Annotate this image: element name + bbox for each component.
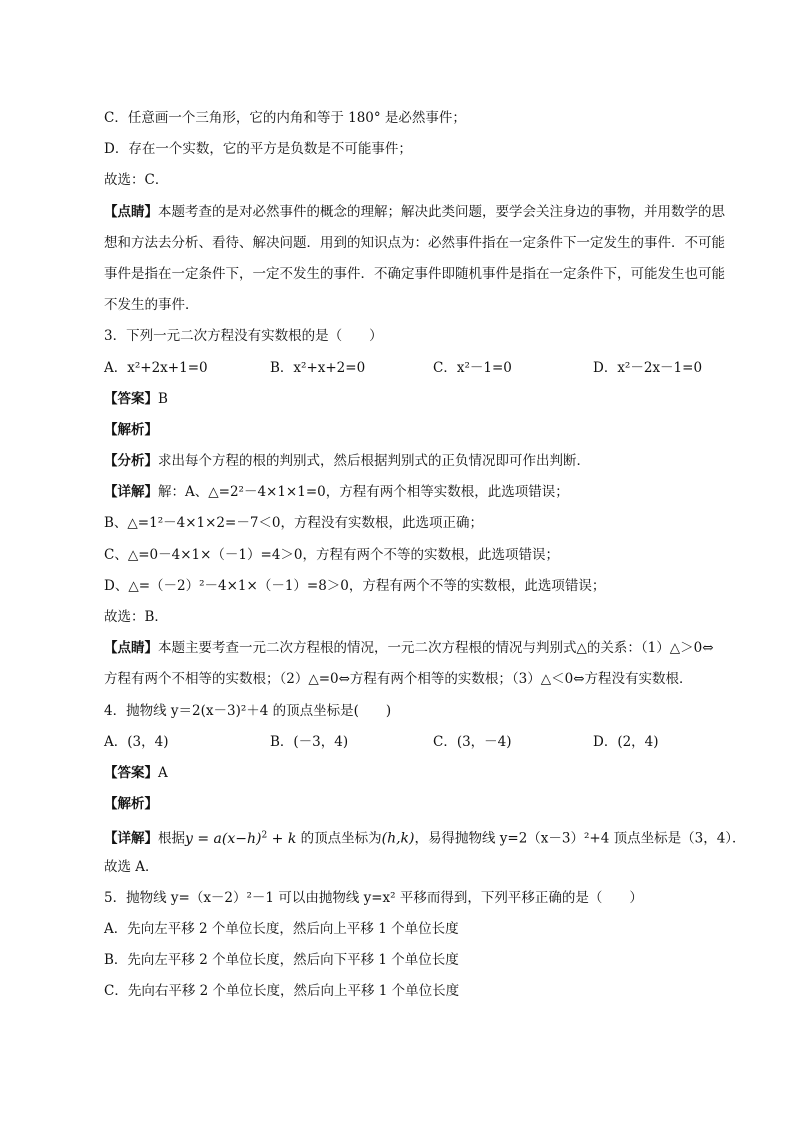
text-line: 方程有两个不相等的实数根；（2）△=0⇔方程有两个相等的实数根；（3）△＜0⇔方程没有实数根．	[104, 671, 693, 688]
fenxi-tag: 【分析】	[104, 453, 158, 470]
option-a: A．(3，4)	[104, 733, 169, 750]
note-tag: 【点睛】	[104, 203, 158, 220]
detail-pre: 根据	[158, 830, 185, 847]
option-c: C．(3，－4)	[433, 733, 512, 750]
fenxi-line	[104, 446, 724, 477]
text-line: C、△=0－4×1×（－1）=4＞0，方程有两个不等的实数根，此选项错误；	[104, 546, 559, 563]
option-b: B．先向左平移 2 个单位长度，然后向下平移 1 个单位长度	[104, 952, 459, 969]
note-text: 本题考查的是对必然事件的概念的理解；解决此类问题，要学会关注身边的事物，并用数学的思	[158, 203, 725, 220]
text-line: D、△=（－2）²－4×1×（－1）=8＞0，方程有两个不等的实数根，此选项错误；	[104, 577, 606, 594]
formula-part-a: y = a(x−h)	[185, 830, 262, 847]
option-c: C．x²－1=0	[433, 359, 512, 376]
note-line	[104, 633, 724, 664]
question-3: 3．下列一元二次方程没有实数根的是（ ）	[104, 328, 383, 345]
note-tag: 【点睛】	[104, 640, 158, 657]
detail-text: 解：A、△=2²－4×1×1=0，方程有两个相等实数根，此选项错误；	[158, 484, 569, 501]
detail-post: ，易得抛物线 y=2（x－3）²+4 顶点坐标是（3，4）．	[414, 830, 746, 847]
text-line: B、△=1²－4×1×2=－7＜0，方程没有实数根，此选项正确；	[104, 515, 483, 532]
text-line: D．存在一个实数，它的平方是负数是不可能事件；	[104, 141, 412, 158]
answer-value: B	[158, 390, 168, 407]
answer-line	[104, 758, 724, 789]
option-a: A．x²+2x+1=0	[104, 359, 208, 376]
text-line: 事件是指在一定条件下，一定不发生的事件．不确定事件即随机事件是指在一定条件下，可能发生也可能	[104, 265, 725, 282]
answer-tag: 【答案】	[104, 764, 158, 781]
answer-tag: 【答案】	[104, 390, 158, 407]
detail-line	[104, 820, 746, 851]
question-4: 4．抛物线 y＝2(x－3)²＋4 的顶点坐标是( )	[104, 702, 392, 719]
option-a: A．先向左平移 2 个单位长度，然后向上平移 1 个单位长度	[104, 920, 459, 937]
answer-value: A	[158, 764, 168, 781]
option-c: C．先向右平移 2 个单位长度，然后向上平移 1 个单位长度	[104, 983, 460, 1000]
text-line: C．任意画一个三角形，它的内角和等于 180° 是必然事件；	[104, 110, 466, 126]
question-4-options	[104, 727, 724, 758]
analysis-tag: 【解析】	[104, 421, 158, 438]
detail-tag: 【详解】	[104, 830, 158, 847]
answer-line	[104, 384, 724, 415]
detail-mid: 的顶点坐标为	[296, 830, 382, 847]
text-line: 想和方法去分析、看待、解决问题．用到的知识点为：必然事件指在一定条件下一定发生的事件．不可能	[104, 234, 725, 251]
analysis-tag: 【解析】	[104, 796, 158, 813]
option-d: D．x²－2x－1=0	[593, 359, 703, 376]
text-line: 故选 A．	[104, 858, 159, 875]
text-line: 不发生的事件．	[104, 297, 199, 314]
option-b: B．(－3，4)	[270, 733, 349, 750]
question-5: 5．抛物线 y=（x－2）²－1 可以由抛物线 y=x² 平移而得到，下列平移正确的是（ ）	[104, 889, 643, 906]
text-line: 故选：C．	[104, 172, 169, 189]
fenxi-text: 求出每个方程的根的判别式，然后根据判别式的正负情况即可作出判断．	[158, 453, 590, 470]
detail-line	[104, 477, 724, 508]
vertex-notation: (h,k)	[381, 830, 415, 847]
text-line: 故选：B．	[104, 609, 168, 625]
note-text: 本题主要考查一元二次方程根的情况，一元二次方程根的情况与判别式△的关系：（1）△＞0⇔	[158, 640, 714, 657]
formula-part-b: + k	[267, 830, 297, 847]
question-3-options	[104, 353, 724, 384]
vertex-formula	[185, 831, 296, 847]
option-b: B．x²+x+2=0	[270, 359, 366, 376]
detail-tag: 【详解】	[104, 484, 158, 501]
note-line	[104, 197, 724, 228]
formula-exponent: 2	[261, 830, 268, 841]
option-d: D．(2，4)	[593, 733, 659, 750]
